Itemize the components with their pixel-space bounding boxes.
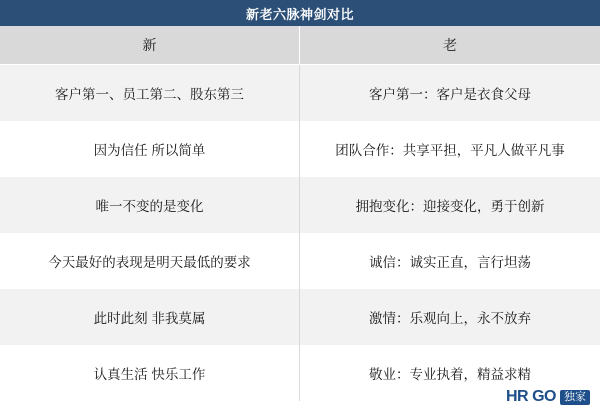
cell-new: 唯一不变的是变化 bbox=[0, 177, 300, 233]
watermark-go-text: GO bbox=[532, 388, 556, 405]
table-title-bar bbox=[0, 0, 600, 26]
watermark-logo bbox=[506, 389, 590, 405]
cell-new: 今天最好的表现是明天最低的要求 bbox=[0, 233, 300, 289]
cell-old: 诚信：诚实正直，言行坦荡 bbox=[369, 255, 531, 270]
column-header-old: 老 bbox=[443, 37, 457, 53]
table-row bbox=[0, 233, 600, 289]
table-row bbox=[0, 65, 600, 121]
cell-new: 客户第一、员工第二、股东第三 bbox=[0, 65, 300, 121]
cell-old: 团队合作：共享平担，平凡人做平凡事 bbox=[335, 143, 565, 158]
table-row bbox=[0, 289, 600, 345]
table-row bbox=[0, 177, 600, 233]
cell-new: 因为信任 所以简单 bbox=[0, 121, 300, 177]
watermark-exclusive-tag: 独家 bbox=[560, 390, 590, 405]
table-row bbox=[0, 121, 600, 177]
cell-old: 拥抱变化：迎接变化，勇于创新 bbox=[355, 199, 545, 214]
watermark-hr-text: HR bbox=[506, 388, 529, 405]
cell-new: 认真生活 快乐工作 bbox=[0, 345, 300, 401]
cell-old: 客户第一：客户是衣食父母 bbox=[369, 87, 531, 102]
cell-old: 敬业：专业执着，精益求精 bbox=[369, 367, 531, 382]
cell-new: 此时此刻 非我莫属 bbox=[0, 289, 300, 345]
cell-old: 激情：乐观向上，永不放弃 bbox=[369, 311, 531, 326]
column-header-new: 新 bbox=[0, 26, 300, 64]
table-header-row bbox=[0, 26, 600, 65]
page-title: 新老六脉神剑对比 bbox=[245, 6, 354, 22]
